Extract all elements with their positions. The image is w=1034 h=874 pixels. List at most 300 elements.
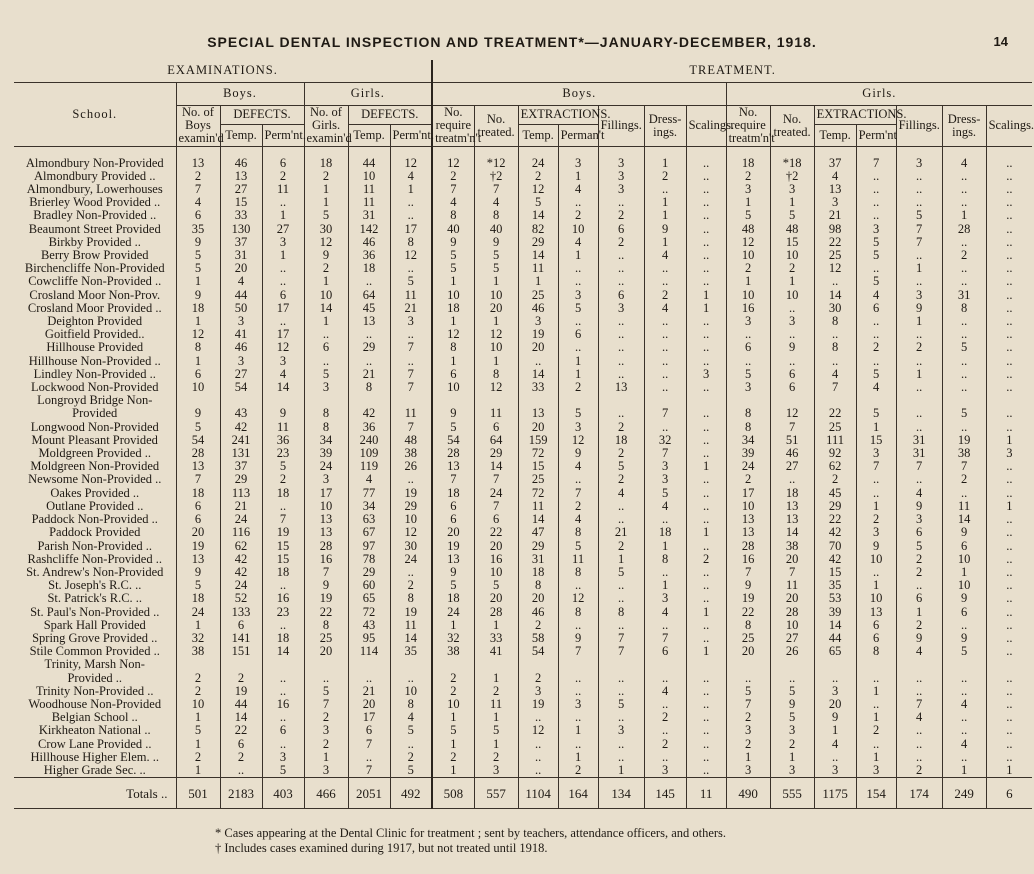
total-cell: 6	[986, 778, 1032, 809]
value-cell: 6	[856, 632, 896, 645]
value-cell: 4	[558, 183, 598, 196]
value-cell: 12	[770, 407, 814, 420]
value-cell: ..	[390, 209, 432, 222]
school-name-cell: Woodhouse Non-Provided	[28, 696, 162, 711]
value-cell: 113	[220, 487, 262, 500]
value-cell: ..	[896, 579, 942, 592]
treat-girls-header: Girls.	[726, 83, 1032, 106]
table-row	[14, 672, 1032, 685]
value-cell: 1	[304, 183, 348, 196]
value-cell: 13	[348, 315, 390, 328]
value-cell: 3	[598, 170, 644, 183]
value-cell: 24	[220, 579, 262, 592]
value-cell: ..	[942, 487, 986, 500]
value-cell: 6	[304, 341, 348, 354]
value-cell: 3	[726, 315, 770, 328]
value-cell: 2	[304, 170, 348, 183]
value-cell: 1	[686, 526, 726, 539]
value-cell: 11	[348, 183, 390, 196]
value-cell: 8	[598, 606, 644, 619]
value-cell: 42	[220, 566, 262, 579]
value-cell: 62	[220, 540, 262, 553]
value-cell: 2	[558, 500, 598, 513]
girls-extractions-header: EXTRACTIONS.	[814, 106, 896, 125]
value-cell: 25	[726, 632, 770, 645]
table-row	[14, 157, 1032, 170]
value-cell: 1	[814, 724, 856, 737]
value-cell: ..	[986, 711, 1032, 724]
total-cell: 557	[474, 778, 518, 809]
value-cell: 5	[432, 724, 474, 737]
value-cell: ..	[770, 328, 814, 341]
value-cell: 20	[304, 645, 348, 658]
value-cell: 1	[856, 711, 896, 724]
value-cell: †2	[770, 170, 814, 183]
value-cell: ..	[896, 685, 942, 698]
value-cell: 16	[304, 553, 348, 566]
value-cell: 5	[262, 460, 304, 473]
value-cell: ..	[942, 275, 986, 288]
value-cell: ..	[558, 315, 598, 328]
value-cell: 3	[304, 473, 348, 486]
value-cell: ..	[986, 236, 1032, 249]
value-cell: 64	[474, 434, 518, 447]
value-cell: 7	[390, 368, 432, 381]
value-cell: 42	[220, 553, 262, 566]
value-cell: 1	[644, 196, 686, 209]
value-cell: 16	[262, 592, 304, 605]
value-cell	[814, 658, 856, 671]
value-cell: ..	[644, 513, 686, 526]
value-cell: 3	[304, 764, 348, 778]
total-cell: 2183	[220, 778, 262, 809]
value-cell: 9	[262, 407, 304, 420]
table-row	[14, 473, 1032, 486]
value-cell: 24	[726, 460, 770, 473]
value-cell: 22	[304, 606, 348, 619]
value-cell: ..	[304, 355, 348, 368]
value-cell: 17	[262, 328, 304, 341]
value-cell: 27	[220, 368, 262, 381]
value-cell: ..	[942, 183, 986, 196]
value-cell: 13	[176, 553, 220, 566]
value-cell: ..	[558, 275, 598, 288]
value-cell: 29	[348, 341, 390, 354]
value-cell: 21	[598, 526, 644, 539]
table-row	[14, 698, 1032, 711]
value-cell: ..	[986, 513, 1032, 526]
value-cell: ..	[856, 328, 896, 341]
boys-fillings-header: Fillings.	[598, 106, 644, 147]
value-cell: 63	[348, 513, 390, 526]
value-cell: 18	[518, 566, 558, 579]
value-cell: 5	[770, 711, 814, 724]
value-cell: 3	[598, 724, 644, 737]
value-cell: 1	[856, 685, 896, 698]
value-cell: 29	[348, 566, 390, 579]
value-cell: 3	[558, 698, 598, 711]
value-cell: 18	[770, 487, 814, 500]
table-row	[14, 540, 1032, 553]
value-cell: ..	[686, 447, 726, 460]
value-cell: 3	[770, 183, 814, 196]
value-cell: ..	[856, 672, 896, 685]
school-name-cell: Rashcliffe Non-Provided ..	[27, 551, 162, 566]
value-cell: 8	[390, 592, 432, 605]
value-cell: ..	[686, 183, 726, 196]
value-cell: 33	[474, 632, 518, 645]
school-name-cell: Birchencliffe Non-Provided	[24, 261, 165, 276]
value-cell: 43	[348, 619, 390, 632]
value-cell: 10	[770, 619, 814, 632]
value-cell: 1	[856, 421, 896, 434]
value-cell: 5	[770, 685, 814, 698]
value-cell: 7	[896, 698, 942, 711]
value-cell: 1	[770, 751, 814, 764]
girls-no-treated-header: No. treated.	[770, 106, 814, 147]
value-cell: 5	[262, 764, 304, 778]
totals-label: Totals ..	[14, 778, 176, 809]
value-cell: 13	[176, 460, 220, 473]
value-cell: 17	[390, 223, 432, 236]
value-cell: 1	[986, 500, 1032, 513]
value-cell: 44	[220, 698, 262, 711]
total-cell: 501	[176, 778, 220, 809]
value-cell: ..	[986, 368, 1032, 381]
value-cell: 1	[262, 249, 304, 262]
value-cell: 42	[220, 421, 262, 434]
school-name-cell: Provided ..	[67, 670, 122, 685]
value-cell	[518, 658, 558, 671]
value-cell: 4	[390, 711, 432, 724]
value-cell: 1	[686, 289, 726, 302]
value-cell: ..	[686, 236, 726, 249]
value-cell: ..	[598, 685, 644, 698]
value-cell: 7	[390, 421, 432, 434]
value-cell: 8	[644, 553, 686, 566]
value-cell: 17	[262, 302, 304, 315]
value-cell: 7	[474, 473, 518, 486]
value-cell: 2	[644, 289, 686, 302]
value-cell: 6	[220, 619, 262, 632]
value-cell: 8	[348, 381, 390, 394]
value-cell: ..	[686, 196, 726, 209]
value-cell: 5	[474, 249, 518, 262]
value-cell: 18	[432, 302, 474, 315]
value-cell: 46	[348, 236, 390, 249]
value-cell: 11	[262, 421, 304, 434]
value-cell: 2	[220, 751, 262, 764]
value-cell: 8	[432, 341, 474, 354]
value-cell: ..	[220, 764, 262, 778]
value-cell: 6	[598, 223, 644, 236]
value-cell: 2	[726, 170, 770, 183]
no-girls-examined-header: No. of Girls. examin'd	[304, 106, 348, 147]
value-cell	[220, 658, 262, 671]
value-cell: 6	[176, 209, 220, 222]
value-cell: 18	[432, 592, 474, 605]
value-cell: 3	[262, 355, 304, 368]
value-cell: 38	[176, 645, 220, 658]
value-cell: ..	[686, 355, 726, 368]
value-cell: 13	[220, 170, 262, 183]
value-cell: 25	[518, 473, 558, 486]
value-cell: 31	[348, 209, 390, 222]
value-cell: 5	[304, 209, 348, 222]
value-cell: ..	[942, 262, 986, 275]
value-cell: 45	[814, 487, 856, 500]
value-cell: ..	[686, 249, 726, 262]
value-cell: 2	[856, 513, 896, 526]
value-cell: 8	[814, 315, 856, 328]
table-row	[14, 289, 1032, 302]
value-cell: ..	[986, 223, 1032, 236]
value-cell: 5	[726, 209, 770, 222]
school-name-cell: Longroyd Bridge Non-	[37, 393, 153, 408]
value-cell: 5	[644, 487, 686, 500]
value-cell: 3	[726, 724, 770, 737]
value-cell: ..	[856, 209, 896, 222]
value-cell: 6	[942, 540, 986, 553]
value-cell: 141	[220, 632, 262, 645]
value-cell: 13	[304, 526, 348, 539]
value-cell: 6	[176, 513, 220, 526]
value-cell: 2	[942, 249, 986, 262]
value-cell: 29	[518, 236, 558, 249]
value-cell: 7	[814, 381, 856, 394]
table-row	[14, 724, 1032, 737]
value-cell: ..	[686, 724, 726, 737]
value-cell: 1	[558, 355, 598, 368]
value-cell: 3	[304, 381, 348, 394]
value-cell: ..	[986, 328, 1032, 341]
value-cell: ..	[986, 196, 1032, 209]
value-cell: ..	[942, 170, 986, 183]
value-cell: 20	[814, 698, 856, 711]
value-cell: 39	[304, 447, 348, 460]
value-cell: 7	[770, 421, 814, 434]
value-cell: 10	[176, 698, 220, 711]
value-cell: 10	[474, 566, 518, 579]
value-cell: 9	[856, 540, 896, 553]
value-cell: 2	[558, 764, 598, 778]
value-cell: ..	[644, 183, 686, 196]
boys-ext-temp-header: Temp.	[518, 125, 558, 147]
value-cell: 4	[644, 606, 686, 619]
value-cell: 28	[726, 540, 770, 553]
value-cell: ..	[986, 209, 1032, 222]
table-row	[14, 394, 1032, 407]
value-cell: 7	[390, 381, 432, 394]
value-cell: 14	[262, 381, 304, 394]
value-cell: 5	[176, 249, 220, 262]
value-cell: 98	[814, 223, 856, 236]
value-cell: 9	[176, 236, 220, 249]
value-cell: 10	[856, 553, 896, 566]
value-cell: 9	[176, 566, 220, 579]
value-cell: 7	[348, 764, 390, 778]
value-cell: 14	[518, 249, 558, 262]
value-cell: 5	[896, 209, 942, 222]
value-cell: ..	[644, 619, 686, 632]
value-cell: 3	[896, 513, 942, 526]
value-cell: 4	[896, 645, 942, 658]
value-cell: ..	[986, 606, 1032, 619]
value-cell: 5	[942, 407, 986, 420]
value-cell: 1	[474, 275, 518, 288]
value-cell: ..	[686, 209, 726, 222]
value-cell: 1	[942, 764, 986, 778]
value-cell: 15	[220, 196, 262, 209]
value-cell: 1	[474, 355, 518, 368]
value-cell: 24	[304, 460, 348, 473]
value-cell: ..	[686, 500, 726, 513]
value-cell: ..	[686, 764, 726, 778]
value-cell: 8	[304, 619, 348, 632]
school-name-cell: St. Joseph's R.C. ..	[48, 578, 142, 593]
value-cell: 3	[814, 764, 856, 778]
value-cell: 20	[518, 421, 558, 434]
value-cell: ..	[598, 738, 644, 751]
value-cell: 13	[726, 526, 770, 539]
value-cell: 4	[644, 685, 686, 698]
value-cell: ..	[686, 170, 726, 183]
value-cell: 5	[896, 540, 942, 553]
value-cell: 1	[856, 579, 896, 592]
value-cell: 5	[390, 764, 432, 778]
value-cell: 2	[176, 751, 220, 764]
value-cell: ..	[986, 473, 1032, 486]
value-cell: ..	[856, 698, 896, 711]
value-cell: 1	[518, 275, 558, 288]
school-name-cell: St. Paul's Non-Provided ..	[30, 604, 160, 619]
value-cell: 3	[770, 724, 814, 737]
value-cell: 4	[432, 196, 474, 209]
value-cell: 1	[474, 672, 518, 685]
boys-temp-header: Temp.	[220, 125, 262, 147]
value-cell: 48	[390, 434, 432, 447]
value-cell: 1	[176, 619, 220, 632]
value-cell: 3	[726, 381, 770, 394]
value-cell: ..	[856, 262, 896, 275]
value-cell: 6	[432, 500, 474, 513]
value-cell: 5	[518, 196, 558, 209]
value-cell: 13	[814, 183, 856, 196]
table-row	[14, 658, 1032, 671]
value-cell: 6	[770, 381, 814, 394]
value-cell: 3	[856, 223, 896, 236]
value-cell: 11	[390, 619, 432, 632]
value-cell: 1	[176, 315, 220, 328]
table-row	[14, 407, 1032, 420]
value-cell: 37	[814, 157, 856, 170]
value-cell: ..	[558, 672, 598, 685]
value-cell	[942, 658, 986, 671]
value-cell: 133	[220, 606, 262, 619]
value-cell: 5	[856, 275, 896, 288]
value-cell: ..	[986, 249, 1032, 262]
value-cell: ..	[558, 685, 598, 698]
value-cell: 1	[262, 209, 304, 222]
value-cell: 30	[304, 223, 348, 236]
school-name-cell: Spark Hall Provided	[43, 617, 146, 632]
value-cell: 4	[942, 738, 986, 751]
value-cell: 20	[474, 540, 518, 553]
value-cell: 97	[348, 540, 390, 553]
value-cell: ..	[686, 328, 726, 341]
value-cell: 1	[896, 262, 942, 275]
value-cell: 3	[896, 157, 942, 170]
value-cell: ..	[814, 355, 856, 368]
value-cell: 5	[176, 262, 220, 275]
value-cell: 9	[896, 500, 942, 513]
value-cell: ..	[390, 328, 432, 341]
school-name-cell: Almondbury Non-Provided	[25, 155, 164, 170]
school-name-cell: Beaumont Street Provided	[28, 221, 161, 236]
value-cell: 114	[348, 645, 390, 658]
value-cell: 10	[348, 170, 390, 183]
table-row	[14, 592, 1032, 605]
value-cell: 13	[598, 381, 644, 394]
value-cell: 39	[726, 447, 770, 460]
value-cell: ..	[558, 711, 598, 724]
total-cell: 145	[644, 778, 686, 809]
value-cell: 2	[598, 236, 644, 249]
value-cell: 1	[726, 196, 770, 209]
value-cell: 65	[814, 645, 856, 658]
school-name-cell: Crosland Moor Non-Prov.	[29, 287, 161, 302]
value-cell: ..	[896, 473, 942, 486]
value-cell: 240	[348, 434, 390, 447]
value-cell: 5	[856, 249, 896, 262]
value-cell: 6	[176, 500, 220, 513]
value-cell: 25	[304, 632, 348, 645]
value-cell: 54	[518, 645, 558, 658]
value-cell: ..	[686, 698, 726, 711]
value-cell: ..	[896, 275, 942, 288]
value-cell: 2	[262, 170, 304, 183]
value-cell: 109	[348, 447, 390, 460]
value-cell: 58	[518, 632, 558, 645]
value-cell: 3	[770, 315, 814, 328]
value-cell: ..	[644, 275, 686, 288]
value-cell: ..	[304, 328, 348, 341]
value-cell: 5	[558, 407, 598, 420]
value-cell: 3	[220, 355, 262, 368]
value-cell: 6	[644, 645, 686, 658]
value-cell: 13	[432, 460, 474, 473]
value-cell: 25	[814, 249, 856, 262]
value-cell: ..	[598, 500, 644, 513]
value-cell: 29	[814, 500, 856, 513]
value-cell: 10	[770, 289, 814, 302]
value-cell: ..	[686, 738, 726, 751]
value-cell: 10	[474, 289, 518, 302]
value-cell: 10	[558, 223, 598, 236]
value-cell	[176, 658, 220, 671]
value-cell: 12	[262, 341, 304, 354]
value-cell: *12	[474, 157, 518, 170]
value-cell: 4	[558, 460, 598, 473]
value-cell: ..	[644, 724, 686, 737]
value-cell: 6	[856, 619, 896, 632]
school-name-cell: Kirkheaton National ..	[38, 723, 151, 738]
value-cell: ..	[262, 196, 304, 209]
value-cell: 18	[644, 526, 686, 539]
value-cell: 54	[176, 434, 220, 447]
value-cell: ..	[644, 421, 686, 434]
value-cell: ..	[644, 368, 686, 381]
